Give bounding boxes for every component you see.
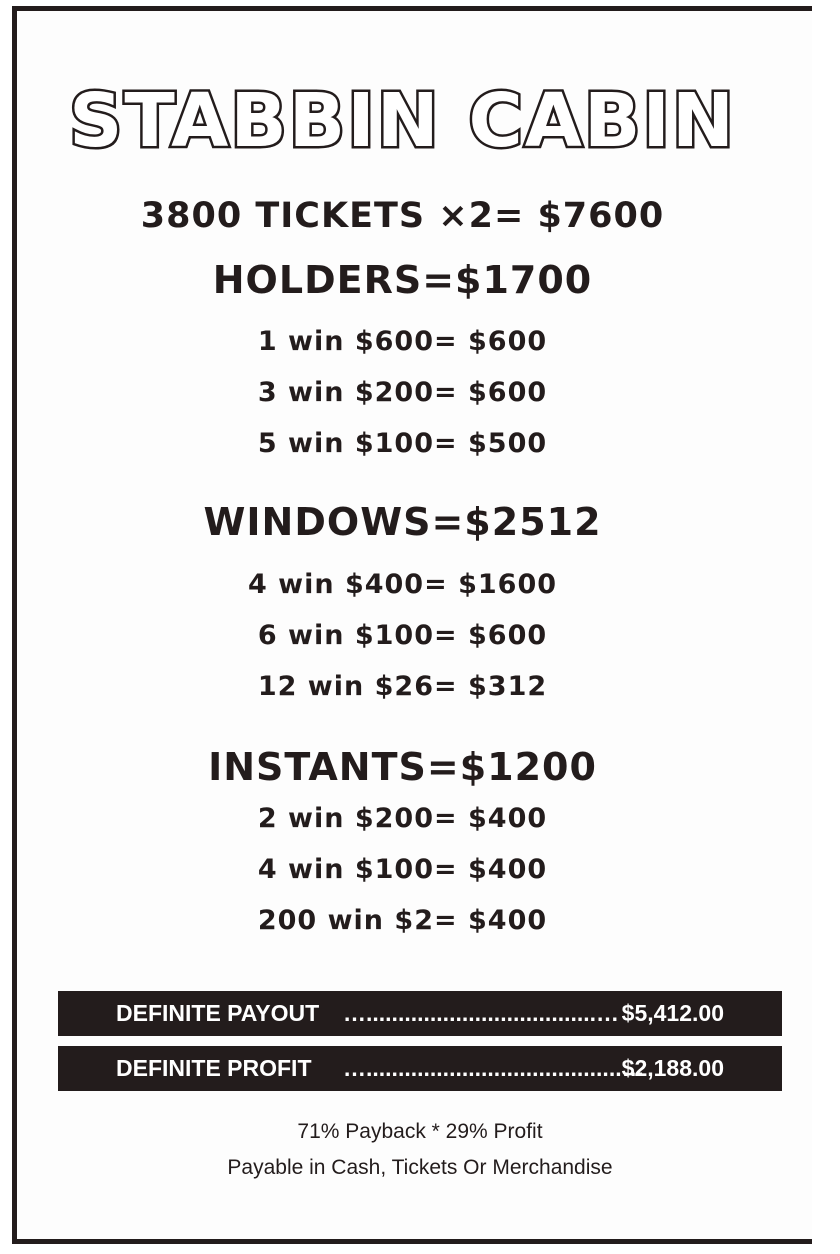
instants-line-3: 200 win $2= $400	[257, 905, 548, 936]
definite-payout-value: $5,412.00	[621, 1000, 724, 1026]
definite-profit-label: DEFINITE PROFIT	[116, 1055, 312, 1081]
definite-payout-label: DEFINITE PAYOUT	[116, 1000, 320, 1026]
definite-payout-bar	[58, 991, 782, 1036]
flyer-title: STABBIN CABIN	[69, 78, 736, 164]
instants-heading: INSTANTS=$1200	[208, 745, 597, 789]
windows-line-2: 6 win $100= $600	[257, 620, 548, 651]
holders-line-2: 3 win $200= $600	[257, 377, 548, 408]
holders-line-1: 1 win $600= $600	[257, 326, 548, 357]
holders-heading: HOLDERS=$1700	[212, 258, 593, 302]
windows-line-1: 4 win $400= $1600	[247, 569, 558, 600]
definite-profit-bar	[58, 1046, 782, 1091]
payback-note: 71% Payback * 29% Profit	[297, 1120, 543, 1143]
definite-profit-value: $2,188.00	[621, 1055, 724, 1081]
instants-line-1: 2 win $200= $400	[257, 803, 548, 834]
holders-line-3: 5 win $100= $500	[257, 428, 548, 459]
windows-heading: WINDOWS=$2512	[203, 500, 602, 544]
windows-line-3: 12 win $26= $312	[257, 671, 548, 702]
payable-note: Payable in Cash, Tickets Or Merchandise	[227, 1156, 613, 1179]
definite-profit-leader: …........................................…	[343, 1055, 645, 1081]
definite-payout-leader: …....................................…	[343, 1000, 620, 1026]
instants-line-2: 4 win $100= $400	[257, 854, 548, 885]
tickets-headline: 3800 TICKETS ×2= $7600	[140, 196, 665, 236]
